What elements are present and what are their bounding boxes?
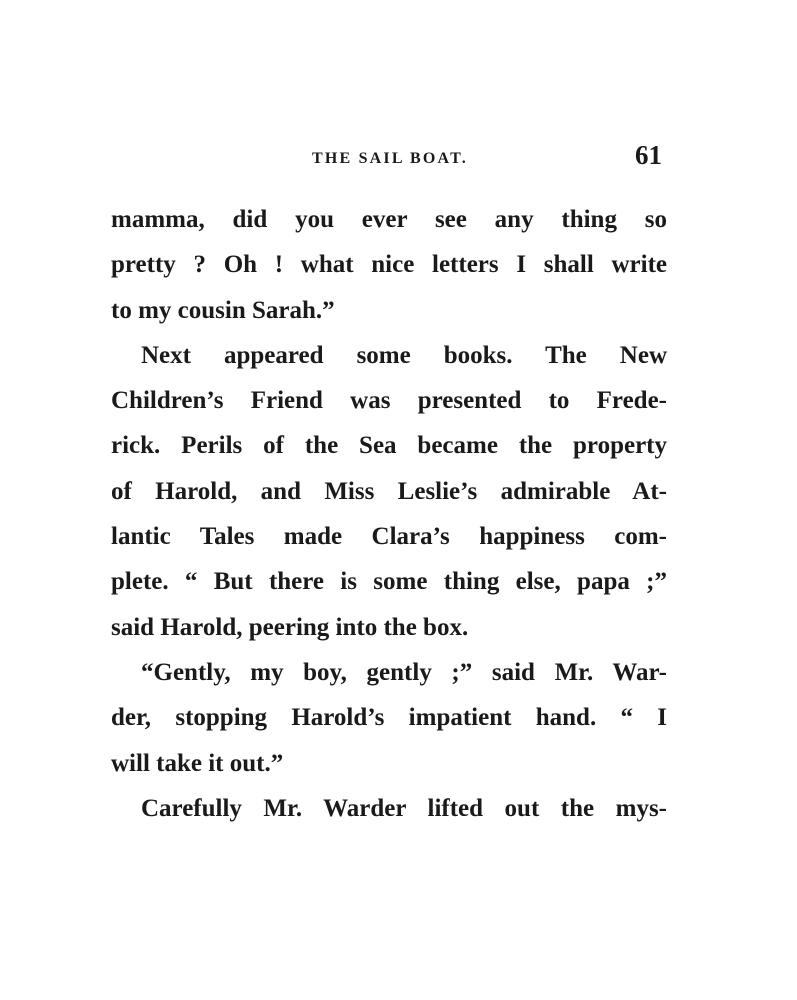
text-line: lantic Tales made Clara’s happiness com-	[111, 523, 667, 551]
text-line: of Harold, and Miss Leslie’s admirable At-	[111, 477, 667, 505]
chapter-title: THE SAIL BOAT.	[311, 150, 469, 167]
text-line: said Harold, peering into the box.	[111, 613, 469, 641]
page-number: 61	[635, 140, 662, 170]
text-line: Next appeared some books. The New	[141, 341, 667, 369]
text-line: will take it out.”	[111, 749, 284, 777]
text-line: “Gently, my boy, gently ;” said Mr. War-	[141, 658, 667, 686]
text-line: rick. Perils of the Sea became the property	[111, 432, 667, 460]
text-line: plete. “ But there is some thing else, papa ;”	[111, 568, 667, 596]
text-line: der, stopping Harold’s impatient hand. “ I	[111, 704, 667, 732]
text-line: to my cousin Sarah.”	[111, 296, 335, 324]
text-line: Children’s Friend was presented to Frede-	[111, 387, 667, 415]
text-line: Carefully Mr. Warder lifted out the mys-	[141, 794, 667, 822]
body-text	[111, 197, 667, 831]
text-line: mamma, did you ever see any thing so	[111, 206, 667, 233]
running-head	[112, 140, 668, 180]
text-line: pretty ? Oh ! what nice letters I shall write	[111, 251, 667, 279]
